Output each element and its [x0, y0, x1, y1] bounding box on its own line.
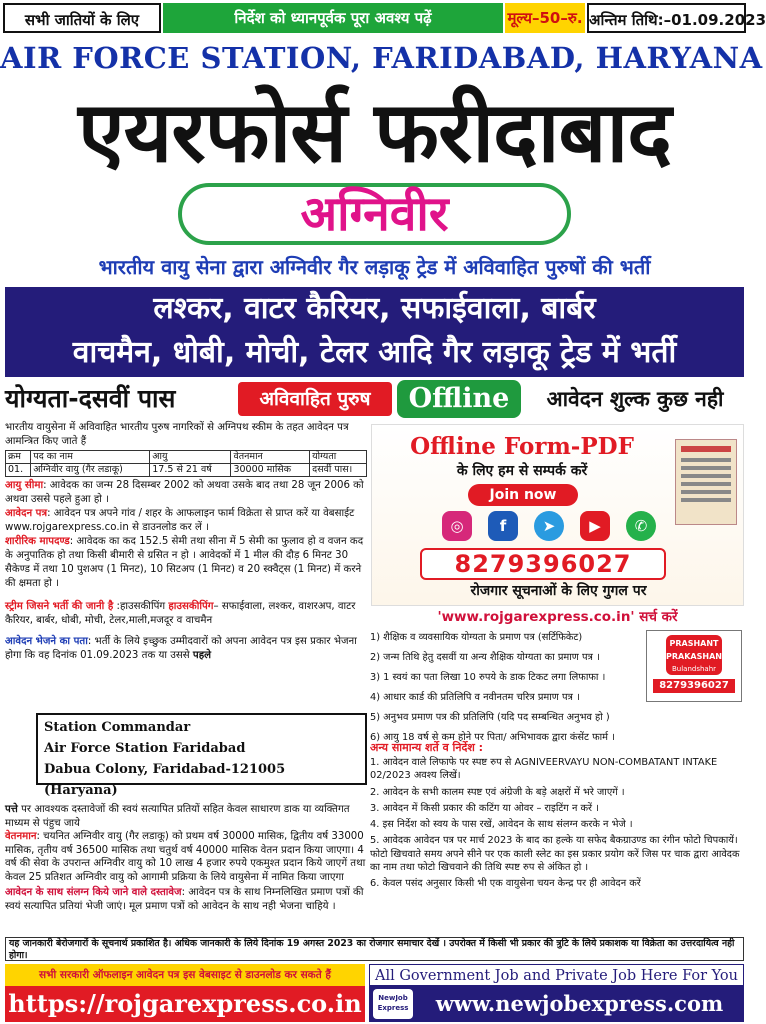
documents-list [370, 628, 640, 748]
salary-label: वेतनमान [5, 831, 37, 842]
housekeeping-text: – सफाईवाला, लश्कर, वाशरअप, वाटर कैरियर, बार्बर, धोबी, मोची, टेलर,माली,मजदूर व वाचमैन [5, 601, 356, 627]
offline-badge: Offline [397, 380, 521, 418]
application-label: आवेदन पत्र [5, 508, 48, 519]
physical-label: शारीरिक मापदण्ड [5, 536, 70, 547]
other-conditions-title: अन्य सामान्य शर्ते व निर्देश : [370, 741, 484, 754]
table-header: वेतनमान [231, 451, 310, 464]
intro-text: भारतीय वायुसेना में अविवाहित भारतीय पुरुष नागरिकों से अग्निपथ स्कीम के तहत आवेदन पत्र आमन्त्रित किए जाते हैं [5, 422, 349, 447]
footer-left [5, 964, 365, 1022]
promo-title: Offline Form-PDF [410, 433, 634, 460]
age-label: आयु सीमा [5, 480, 44, 491]
table-cell: 17.5 से 21 वर्ष [150, 464, 231, 477]
send-address-label: आवेदन भेजने का पता [5, 635, 88, 647]
list-item: 4. इस निर्देश को स्वय के पास रखें, आवेदन के साथ संलग्न करके न भेजे । [370, 819, 633, 831]
recruitment-subtitle: भारतीय वायु सेना द्वारा अग्निवीर गैर लड़ाकू ट्रेड में अविवाहित पुरुषों की भर्ती [98, 255, 651, 279]
deadline-label: अन्तिम तिथि:–01.09.2023 [587, 3, 746, 33]
station-title-english: AIR FORCE STATION, FARIDABAD, HARYANA [0, 41, 763, 75]
publisher-phone: 8279396027 [653, 679, 735, 693]
application-section [5, 507, 367, 535]
address-note-text: पर आवश्यक दस्तावेजों की स्वयं सत्यापित प्रतियों सहित केवल साधारण डाक या व्यक्तिगत माध्यम से पंहुच जाये [5, 804, 350, 829]
footer-left-link[interactable]: https://rojgarexpress.co.in [8, 989, 362, 1018]
address-line-1: Station Commandar [44, 720, 191, 735]
search-url-hint[interactable]: 'www.rojgarexpress.co.in' सर्च करें [437, 609, 678, 625]
list-item: 3) 1 स्वयं का पता लिखा 10 रुपये के डाक टिकट लगा लिफाफा । [370, 672, 606, 683]
promo-contact-text: के लिए हम से सम्पर्क करें [456, 463, 588, 479]
publisher-name: PRASHANT PRAKASHAN [666, 639, 722, 661]
salary-section [5, 830, 367, 884]
details-bottom-left [5, 803, 367, 913]
unmarried-badge: अविवाहित पुरुष [238, 382, 392, 416]
other-conditions-list [370, 756, 744, 894]
publisher-city: Bulandshahr [671, 665, 717, 673]
disclaimer: यह जानकारी बेरोजगारों के सूचनार्थ प्रकाशित है। अधिक जानकारी के लिये दिनांक 19 अगस्त 2023 का रोजगार समाचार देखें । उपरोक्त में किसी भी प्रकार की त्रुटि के लिये प्रकाशक या विक्रेता का उत्तरदायित्व नही होगा। [5, 937, 744, 961]
whatsapp-icon[interactable]: ✆ [626, 511, 656, 541]
address-line-3: Dabua Colony, Faridabad-121005 (Haryana) [44, 762, 286, 798]
list-item: 5) अनुभव प्रमाण पत्र की प्रतिलिपि (यदि पद सम्बन्धित अनुभव हो ) [370, 712, 610, 723]
google-search-hint: रोजगार सूचनाओं के लिए गुगल पर [470, 583, 647, 599]
attach-label: आवेदन के साथ संलग्न किये जाने वाले दस्तावेज [5, 887, 182, 898]
address-box [36, 713, 367, 798]
newjob-logo: NewJob Express [373, 989, 413, 1019]
stream-text: :हाउसकीपिंग [116, 601, 166, 612]
fee-label: आवेदन शुल्क कुछ नही [546, 387, 724, 411]
read-notice-label: निर्देश को ध्यानपूर्वक पूरा अवश्य पढ़ें [163, 3, 503, 33]
details-left-column [5, 421, 367, 601]
table-header: क्रम [6, 451, 31, 464]
instagram-icon[interactable]: ◎ [442, 511, 472, 541]
footer-right-link[interactable]: www.newjobexpress.com [435, 991, 724, 1016]
table-row [6, 464, 367, 477]
table-cell: अग्निवीर वायु (गैर लडाकू) [31, 464, 150, 477]
post-table [5, 450, 367, 477]
social-icons [442, 511, 672, 545]
list-item: 2) जन्म तिथि हेतु दसवीं या अन्य शैक्षिक योग्यता का प्रमाण पत्र । [370, 652, 600, 663]
publisher-badge [666, 635, 722, 675]
footer-right [369, 964, 744, 1022]
publisher-logo [646, 630, 742, 702]
all-castes-label: सभी जातियों के लिए [3, 3, 161, 33]
table-header: आयु [150, 451, 231, 464]
address-line-2: Air Force Station Faridabad [44, 741, 246, 756]
qualification-row [0, 380, 749, 420]
scheme-title: अग्निवीर [178, 183, 571, 245]
list-item: 6) आयु 18 वर्ष से कम होने पर पिता/ अभिभावक द्वारा कंसेंट फार्म । [370, 732, 615, 743]
send-address-section [5, 635, 367, 664]
address-note-section [5, 803, 367, 830]
table-header-row [6, 451, 367, 464]
send-address-text: : भर्ती के लिये इच्छुक उम्मीदवारों को अपना आवेदन पत्र इस प्रकार भेजना होगा कि वह दिनांक 01.09.2023 तक या उससे [5, 635, 357, 661]
list-item: 1) शैक्षिक व व्यवसायिक योग्यता के प्रमाण पत्र (सर्टिफिकेट) [370, 632, 583, 643]
send-address-before: पहले [192, 649, 212, 661]
list-item: 3. आवेदन में किसी प्रकार की कटिंग या ओवर – राइटिंग न करें । [370, 802, 599, 814]
trades-line-2: वाचमैन, धोबी, मोची, टेलर आदि गैर लड़ाकू ट्रेड में भर्ती [72, 335, 677, 370]
youtube-icon[interactable]: ▶ [580, 511, 610, 541]
education-qualification: योग्यता-दसवीं पास [5, 384, 176, 413]
footer-jobs-note: All Government Job and Private Job Here For You [369, 964, 744, 986]
footer-download-note: सभी सरकारी ऑफलाइन आवेदन पत्र इस वेबसाइट से डाउनलोड कर सकते हैं [5, 964, 365, 986]
top-strip [0, 0, 766, 36]
age-section [5, 479, 367, 507]
application-text: : आवेदन पत्र अपने गांव / शहर के आफलाइन फार्म विक्रेता से प्राप्त करें या वेबसाईट www.rojgarexpress.co.in से डाउनलोड कर लें । [5, 508, 355, 533]
list-item: 1. आवेदन वाले लिफाफे पर स्पष्ट रुप से AGNIVEERVAYU NON-COMBATANT INTAKE 02/2023 अवश्य लिखें। [370, 757, 718, 782]
housekeeping-label: हाउसकीपिंग [168, 601, 214, 612]
attach-section [5, 886, 367, 913]
form-thumbnail [675, 439, 737, 525]
table-cell: 01. [6, 464, 31, 477]
physical-section [5, 535, 367, 591]
table-cell: दसवीं पास। [310, 464, 367, 477]
station-title-hindi: एयरफोर्स फरीदाबाद [78, 83, 671, 181]
list-item: 2. आवेदन के सभी कालम स्पष्ट एवं अंग्रेजी के बड़े अक्षरों में भरे जाएगें । [370, 786, 625, 798]
table-cell: 30000 मासिक [231, 464, 310, 477]
trades-line-1: लश्कर, वाटर कैरियर, सफाईवाला, बार्बर [153, 291, 596, 326]
attach-text: : आवेदन पत्र के साथ निम्नलिखित प्रमाण पत्रों की स्वयं सत्यापित प्रतियां भेजी जाएं। मूल प्रमाण पत्रों को आवेदन के साथ नही भेजना चाहिये । [5, 887, 364, 912]
join-now-button[interactable]: Join now [468, 484, 578, 506]
list-item: 6. केवल पसंद अनुसार किसी भी एक वायुसेना चयन केन्द्र पर ही आवेदन करें [370, 878, 641, 890]
age-text: : आवेदक का जन्म 28 दिसम्बर 2002 को अथवा उसके बाद तथा 28 जून 2006 को अथवा उससे पहले हुआ हो । [5, 480, 364, 505]
trades-banner [5, 287, 744, 377]
promo-box [371, 424, 744, 606]
table-header: पद का नाम [31, 451, 150, 464]
contact-phone[interactable]: 8279396027 [420, 548, 666, 580]
stream-section [5, 600, 367, 629]
address-note-label: पत्ते [5, 804, 18, 815]
list-item: 4) आधार कार्ड की प्रतिलिपि व नवीनतम चरित्र प्रमाण पत्र । [370, 692, 580, 703]
details-left-column-lower [5, 600, 367, 663]
physical-text: : आवेदक का कद 152.5 सेमी तथा सीना में 5 सेमी का फुलाव हो व वजन कद के अनुपातिक हो तथा किसी बीमारी से ग्रसित न हो । आवेदकों में 1 मील की दौड़ 6 मिनट 30 सैकेण्ड में तथा 10 पुशअप (1 मिनट), 10 सिटअप (1 मिनट) व 20 स्क्वैट्स (1 मिनट) में करने की क्षमता हो । [5, 536, 364, 589]
price-label: मूल्य–50–रु. [505, 3, 585, 33]
stream-label: स्ट्रीम जिसने भर्ती की जानी है [5, 601, 114, 612]
list-item: 5. आवेदक आवेदन पत्र पर मार्च 2023 के बाद का हल्के या सफेद बैकग्राउण्ड का रंगीन फोटो चिपकायें। फोटो खिचवाते समय अपने सीने पर एक काली स्लेट का इस प्रकार प्रयोग करें जिस पर चाक द्वारा आवेदक का नाम तथा फोटो खिचवाने की तिथि स्पष्ट रुप से अंकित हो । [370, 835, 740, 874]
facebook-icon[interactable]: f [488, 511, 518, 541]
table-header: योग्यता [310, 451, 367, 464]
telegram-icon[interactable]: ➤ [534, 511, 564, 541]
salary-text: : चयनित अग्निवीर वायु (गैर लडाकू) को प्रथम वर्ष 30000 मासिक, द्वितीय वर्ष 33000 मासिक, तृतीय वर्ष 36500 मासिक तथा चतुर्थ वर्ष 40000 मासिक वेतन प्रदान किया जाएगा। 4 वर्ष की सेवा के उपरान्त अग्निवीर वायु को 10 लाख 4 हजार रुपये एकमुश्त प्रदान किये जाएगें तथा केवल 25 प्रतिशत अग्निवीर वायु को आगामी प्रक्रिया के लिये वायुसेना में नामित किया जाएगा [5, 831, 366, 883]
